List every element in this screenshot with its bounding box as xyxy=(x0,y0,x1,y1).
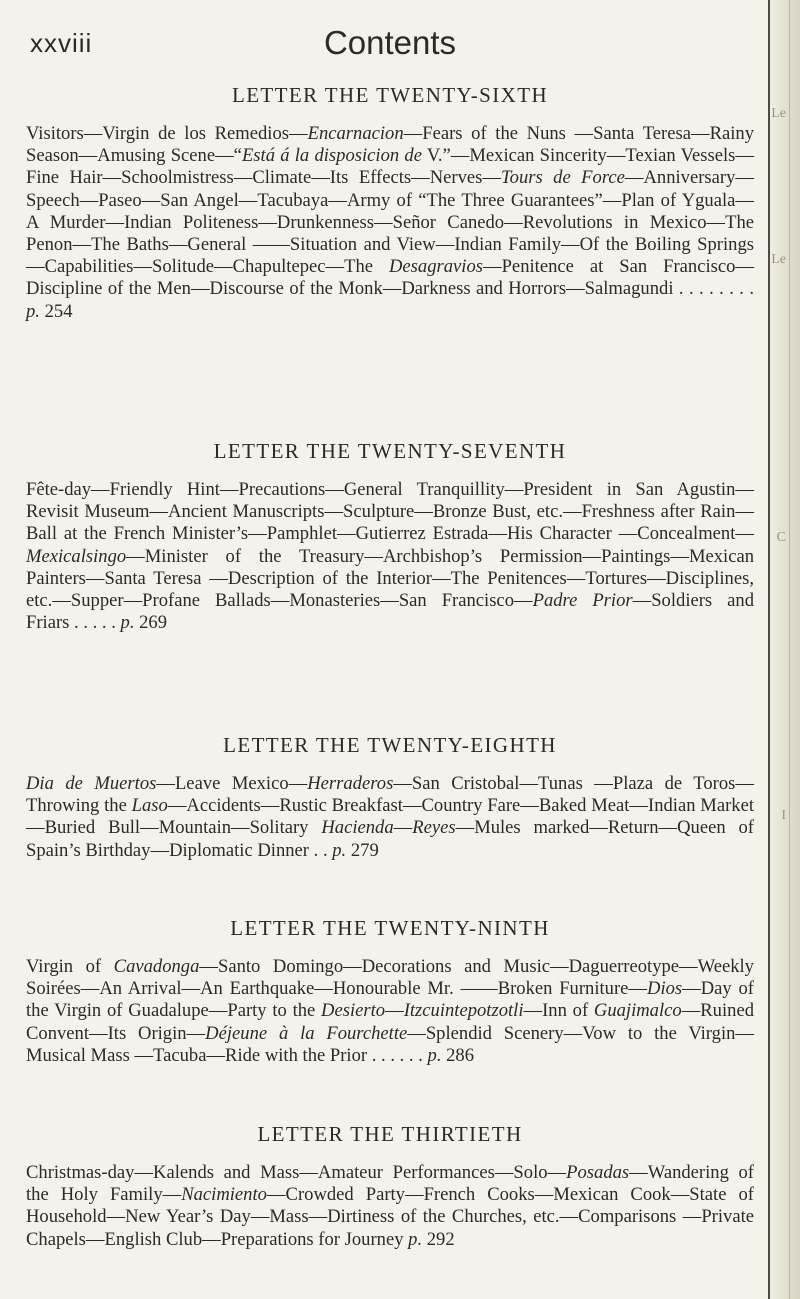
letter-heading: LETTER THE TWENTY-SEVENTH xyxy=(213,439,567,463)
text-run: — xyxy=(393,817,413,839)
italic-term: p. xyxy=(120,612,135,634)
text-run: Christmas-day—Kalends and Mass—Amateur Performances—Solo— xyxy=(26,1162,567,1183)
running-header xyxy=(30,22,750,70)
italic-term: p. xyxy=(408,1228,423,1250)
text-run: —Inn of xyxy=(523,1000,594,1022)
text-run: 292 xyxy=(422,1228,455,1250)
text-run: 269 xyxy=(134,612,168,634)
text-run: 286 xyxy=(441,1044,475,1066)
letter-heading: LETTER THE TWENTY-EIGHTH xyxy=(223,733,557,757)
text-run: —Soldiers and Friars . . . . . xyxy=(26,590,754,634)
text-run: —Day of the Virgin of Guadalupe—Party to the xyxy=(26,978,754,1022)
page-gutter-line xyxy=(768,0,770,1299)
italic-term: p. xyxy=(332,839,347,861)
letter-26-section xyxy=(26,83,754,323)
letter-summary xyxy=(26,479,754,634)
italic-term: Encarnacion xyxy=(307,123,404,144)
letter-30-section xyxy=(26,1122,754,1251)
text-run: —Penitence at San Francisco—Discipline of the Men—Discourse of the Monk—Darkness and Horrors—Salmagundi . . . . . . . . xyxy=(26,256,754,300)
letter-summary xyxy=(26,1162,754,1251)
letter-27-section xyxy=(26,439,754,634)
text-run: —San Cristobal—Tunas —Plaza de Toros—Throwing the xyxy=(26,773,754,817)
facing-page-edge xyxy=(766,0,800,1299)
text-run: —Anniversary—Speech—Paseo—San Angel—Tacubaya—Army of “The Three Guarantees”—Plan of Yguala—A Murder—Indian Politeness—Drunkenness—Señor Canedo—Revolutions in Mexico—The Penon—The Baths—General ——Situation and View—Indian Family—Of the Boiling Springs—Capabilities—Solitude—Chapultepec—The xyxy=(26,167,754,278)
text-run: — xyxy=(385,1000,404,1022)
letter-heading: LETTER THE TWENTY-SIXTH xyxy=(231,83,549,107)
text-run: V.”—Mexican Sincerity—Texian Vessels—Fine Hair—Schoolmistress—Climate—Its Effects—Nerves— xyxy=(26,145,754,189)
page-edge-line xyxy=(789,0,790,1299)
italic-term: Desagravios xyxy=(389,256,483,278)
text-run: —Splendid Scenery—Vow to the Virgin—Musical Mass —Tacuba—Ride with the Prior . . . . . . xyxy=(26,1022,755,1066)
text-run: Fête-day—Friendly Hint—Precautions—General Tranquillity—President in San Agustin—Revisit Museum—Ancient Manuscripts—Sculpture—Bronze Bust, etc.—Freshness after Rain—Ball at the French Minister’s—Pamphlet—Gutierrez Estrada—His Character —Concealment— xyxy=(26,479,754,545)
italic-term: Dia de Muertos xyxy=(26,773,157,794)
text-run: —Leave Mexico— xyxy=(156,773,308,794)
edge-mark: Le xyxy=(771,252,786,267)
letter-28-section xyxy=(26,733,754,862)
edge-mark: I xyxy=(781,808,786,823)
text-run: —Minister of the Treasury—Archbishop’s Permission—Paintings—Mexican Painters—Santa Teresa —Description of the Interior—The Penitences—Tortures—Disciplines, etc.—Supper—Profane Ballads—Monasteries—San Francisco— xyxy=(26,545,754,612)
italic-term: Padre Prior xyxy=(532,590,633,612)
letter-heading: LETTER THE TWENTY-NINTH xyxy=(230,916,550,940)
letter-heading: LETTER THE THIRTIETH xyxy=(257,1122,523,1146)
italic-term: Está á la disposicion de xyxy=(241,145,422,167)
italic-term: Hacienda xyxy=(321,817,394,839)
italic-term: Dios xyxy=(647,978,683,1000)
italic-term: Itzcuintepotzotli xyxy=(403,1000,524,1022)
edge-mark: Le xyxy=(771,106,786,121)
italic-term: Desierto xyxy=(321,1000,386,1022)
italic-term: Posadas xyxy=(566,1162,630,1183)
italic-term: p. xyxy=(427,1044,442,1066)
italic-term: Déjeune à la Fourchette xyxy=(205,1022,408,1044)
text-run: —Crowded Party—French Cooks—Mexican Cook—State of Household—New Year’s Day—Mass—Dirtiness of the Churches, etc.—Comparisons —Private Chapels—English Club—Preparations for Journey xyxy=(26,1184,754,1250)
text-run: —Wandering of the Holy Family— xyxy=(26,1162,754,1206)
text-run: —Ruined Convent—Its Origin— xyxy=(26,1000,754,1044)
italic-term: Guajimalco xyxy=(593,1000,682,1022)
text-run: Visitors—Virgin de los Remedios— xyxy=(26,123,308,144)
italic-term: Nacimiento xyxy=(181,1184,267,1206)
italic-term: Cavadonga xyxy=(113,956,200,977)
italic-term: Tours de Force xyxy=(501,167,625,189)
italic-term: Laso xyxy=(131,795,168,817)
text-run: —Mules marked—Return—Queen of Spain’s Birthday—Diplomatic Dinner . . xyxy=(26,817,754,861)
page-title: Contents xyxy=(323,24,457,61)
letter-summary xyxy=(26,773,754,862)
text-run: —Santo Domingo—Decorations and Music—Daguerreotype—Weekly Soirées—An Arrival—An Earthquake—Honourable Mr. ——Broken Furniture— xyxy=(26,956,754,1000)
page-number: xxviii xyxy=(30,28,93,58)
letter-summary xyxy=(26,123,754,323)
text-run: 254 xyxy=(39,300,73,322)
italic-term: p. xyxy=(26,300,40,322)
letter-summary xyxy=(26,956,754,1067)
edge-mark: C xyxy=(776,530,786,545)
italic-term: Reyes xyxy=(412,817,456,839)
text-run: Virgin of xyxy=(26,956,114,977)
text-run: —Fears of the Nuns —Santa Teresa—Rainy Season—Amusing Scene—“ xyxy=(26,123,754,167)
text-run: —Accidents—Rustic Breakfast—Country Fare—Baked Meat—Indian Market—Buried Bull—Mountain—Solitary xyxy=(26,795,755,839)
italic-term: Mexicalsingo xyxy=(26,545,127,567)
letter-29-section xyxy=(26,916,754,1067)
italic-term: Herraderos xyxy=(307,773,394,794)
text-run: 279 xyxy=(346,839,379,861)
